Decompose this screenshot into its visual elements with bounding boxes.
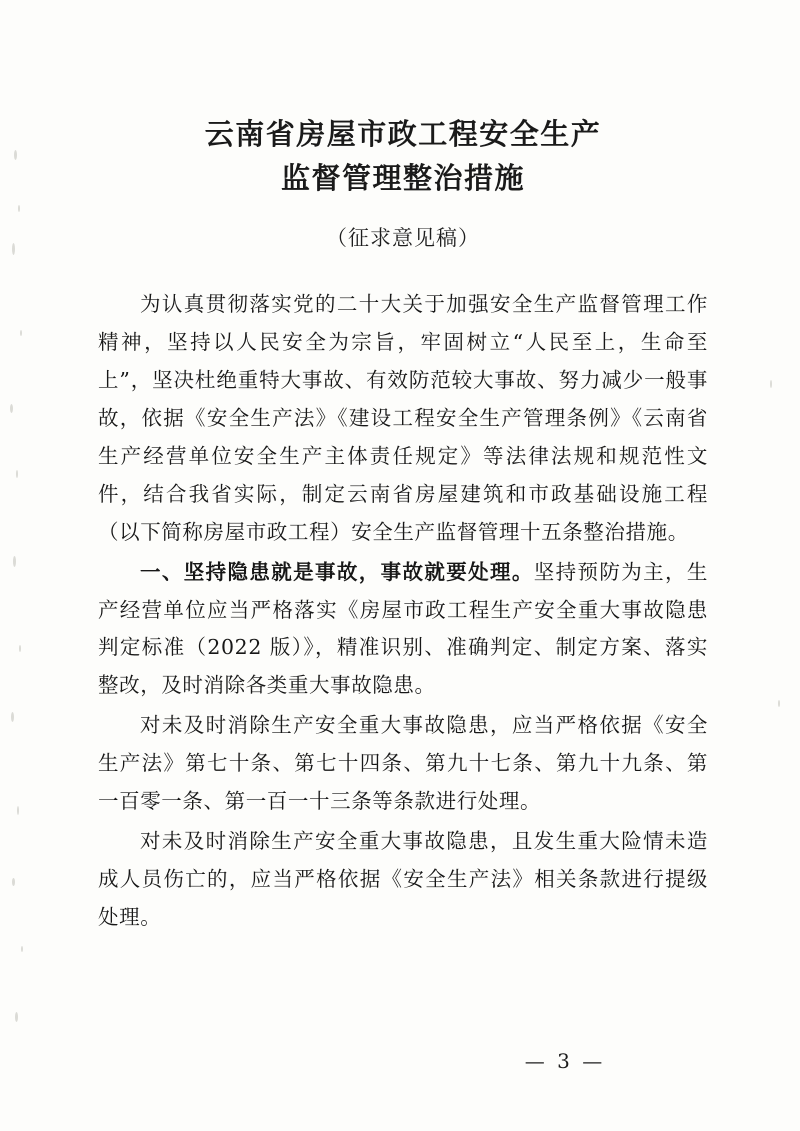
page-number: — 3 — (524, 1049, 606, 1073)
scan-speckle (13, 556, 16, 567)
scan-speckle (18, 205, 20, 212)
scan-speckle (15, 1012, 18, 1022)
page-title-line-2: 监督管理整治措施 (280, 161, 525, 196)
paragraph-lead: 一、坚持隐患就是事故，事故就要处理。 (140, 559, 534, 584)
scan-speckle (12, 243, 15, 255)
document-body (98, 0, 708, 1131)
scan-speckle (778, 700, 780, 707)
paragraph (98, 554, 708, 706)
paragraph-text: 坚持预防为主，生产经营单位应当严格落实《房屋市政工程生产安全重大事故隐患判定标准（2022 版）》，精准识别、准确判定、制定方案、落实整改，及时消除各类重大事故隐患。 (98, 559, 708, 698)
scan-speckle (16, 470, 18, 478)
scan-speckle (19, 645, 21, 652)
scan-speckle (14, 150, 17, 160)
title-block (98, 112, 708, 252)
scan-speckle (10, 404, 13, 413)
body-text (98, 286, 708, 937)
document-subtitle: （征求意见稿） (326, 226, 480, 251)
paragraph-text: 对未及时消除生产安全重大事故隐患，且发生重大险情未造成人员伤亡的，应当严格依据《安全生产法》相关条款进行提级处理。 (98, 829, 708, 929)
scan-speckle (770, 380, 772, 388)
paragraph (98, 707, 708, 821)
scan-speckle (20, 330, 22, 336)
paragraph (98, 823, 708, 937)
paragraph-text: 为认真贯彻落实党的二十大关于加强安全生产监督管理工作精神，坚持以人民安全为宗旨，牢固树立“人民至上，生命至上”，坚决杜绝重特大事故、有效防范较大事故、努力减少一般事故，依据《安全生产法》《建设工程安全生产管理条例》《云南省生产经营单位安全生产主体责任规定》等法律法规和规范性文件，结合我省实际，制定云南省房屋建筑和市政基础设施工程（以下简称房屋市政工程）安全生产监督管理十五条整治措施。 (98, 292, 708, 544)
scan-speckle (17, 806, 19, 815)
scan-speckle (11, 712, 14, 722)
page-title-line-1: 云南省房屋市政工程安全生产 (204, 117, 602, 151)
paragraph (98, 286, 708, 551)
paragraph-text: 对未及时消除生产安全重大事故隐患，应当严格依据《安全生产法》第七十条、第七十四条、第九十七条、第九十九条、第一百零一条、第一百一十三条等条款进行处理。 (98, 713, 708, 814)
scan-speckle (12, 878, 15, 886)
scan-speckle (21, 946, 23, 952)
